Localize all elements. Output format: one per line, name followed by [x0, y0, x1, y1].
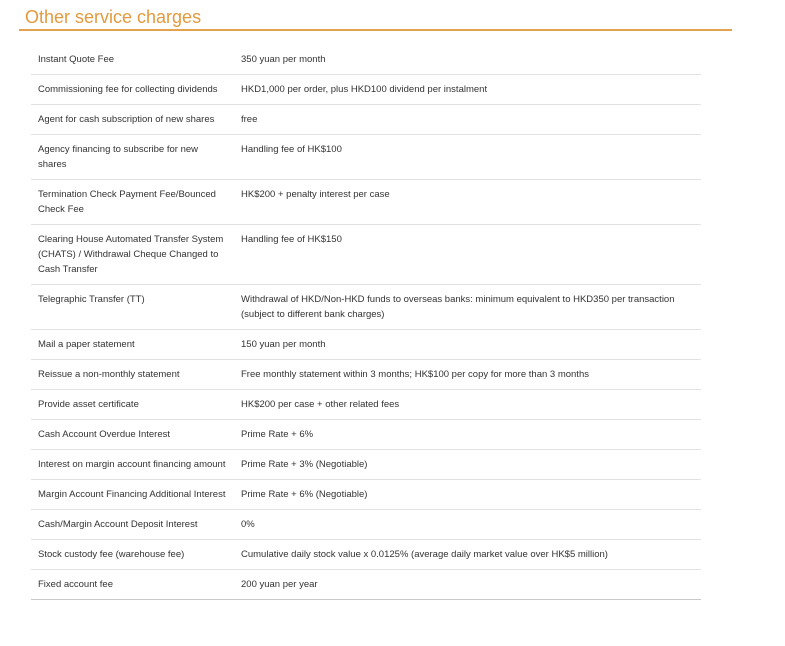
fee-row — [31, 135, 701, 180]
fee-row — [31, 540, 701, 570]
fee-item-name: Clearing House Automated Transfer System (CHATS) / Withdrawal Cheque Changed to Cash Transfer — [31, 225, 234, 285]
fee-row — [31, 420, 701, 450]
service-charges-table-body — [31, 45, 701, 600]
fee-charge-value: Prime Rate + 6% — [234, 420, 701, 450]
fee-charge-value: Withdrawal of HKD/Non-HKD funds to overseas banks: minimum equivalent to HKD350 per transaction (subject to different bank charges) — [234, 285, 701, 330]
fee-item-name: Cash Account Overdue Interest — [31, 420, 234, 450]
fee-charge-value: Prime Rate + 6% (Negotiable) — [234, 480, 701, 510]
fee-charge-value: free — [234, 105, 701, 135]
fee-item-name: Margin Account Financing Additional Interest — [31, 480, 234, 510]
fee-item-name: Agency financing to subscribe for new shares — [31, 135, 234, 180]
fee-item-name: Cash/Margin Account Deposit Interest — [31, 510, 234, 540]
fee-item-name: Reissue a non-monthly statement — [31, 360, 234, 390]
fee-charge-value: 350 yuan per month — [234, 45, 701, 75]
fee-charge-value: HK$200 + penalty interest per case — [234, 180, 701, 225]
fee-item-name: Agent for cash subscription of new shares — [31, 105, 234, 135]
fee-charge-value: 0% — [234, 510, 701, 540]
fee-row — [31, 75, 701, 105]
fee-row — [31, 105, 701, 135]
fee-row — [31, 360, 701, 390]
fee-row — [31, 45, 701, 75]
fee-item-name: Provide asset certificate — [31, 390, 234, 420]
fee-charge-value: Prime Rate + 3% (Negotiable) — [234, 450, 701, 480]
fee-row — [31, 450, 701, 480]
fee-charge-value: 200 yuan per year — [234, 570, 701, 600]
service-charges-table — [31, 45, 701, 600]
fee-row — [31, 510, 701, 540]
fee-charge-value: HKD1,000 per order, plus HKD100 dividend per instalment — [234, 75, 701, 105]
section-title: Other service charges — [25, 7, 202, 27]
fee-charge-value: 150 yuan per month — [234, 330, 701, 360]
fee-item-name: Telegraphic Transfer (TT) — [31, 285, 234, 330]
fee-item-name: Interest on margin account financing amount — [31, 450, 234, 480]
fee-row — [31, 180, 701, 225]
fee-charge-value: Handling fee of HK$150 — [234, 225, 701, 285]
fee-row — [31, 570, 701, 600]
fee-charge-value: Cumulative daily stock value x 0.0125% (average daily market value over HK$5 million) — [234, 540, 701, 570]
fee-item-name: Instant Quote Fee — [31, 45, 234, 75]
fee-charge-value: HK$200 per case + other related fees — [234, 390, 701, 420]
fee-row — [31, 225, 701, 285]
fee-item-name: Termination Check Payment Fee/Bounced Check Fee — [31, 180, 234, 225]
fee-item-name: Fixed account fee — [31, 570, 234, 600]
fee-item-name: Stock custody fee (warehouse fee) — [31, 540, 234, 570]
fee-row — [31, 330, 701, 360]
fee-charge-value: Free monthly statement within 3 months; HK$100 per copy for more than 3 months — [234, 360, 701, 390]
fee-row — [31, 480, 701, 510]
section-title-underline — [19, 29, 732, 31]
fee-charge-value: Handling fee of HK$100 — [234, 135, 701, 180]
fee-row — [31, 390, 701, 420]
fee-row — [31, 285, 701, 330]
fee-item-name: Commissioning fee for collecting dividends — [31, 75, 234, 105]
fee-item-name: Mail a paper statement — [31, 330, 234, 360]
